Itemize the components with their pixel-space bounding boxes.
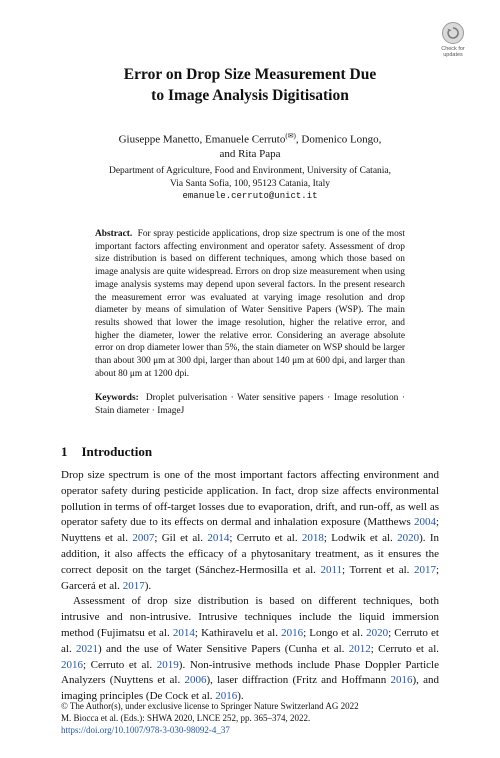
citation-year-link[interactable]: 2006: [184, 674, 207, 687]
citation-year-link[interactable]: 2017: [122, 579, 145, 592]
citation-year-link[interactable]: 2016: [390, 674, 413, 687]
intro-paragraph-2: [61, 594, 439, 705]
citation-year-link[interactable]: 2020: [366, 626, 389, 639]
citation-year-link[interactable]: 2014: [172, 626, 195, 639]
author-email[interactable]: emanuele.cerruto@unict.it: [182, 191, 318, 201]
citation-year-link[interactable]: 2020: [397, 532, 420, 545]
paragraph-text: ) and the use of Water Sensitive Papers (Cunha et al.: [98, 642, 349, 655]
section-heading-introduction: 1 Introduction: [61, 444, 153, 459]
keywords: [95, 392, 405, 417]
abstract: [95, 228, 405, 380]
citation-year-link[interactable]: 2014: [207, 532, 230, 545]
citation-year-link[interactable]: 2016: [281, 626, 304, 639]
citation-year-link[interactable]: 2016: [215, 690, 238, 703]
paragraph-text: Drop size spectrum is one of the most important factors affecting environment and operator safety during pesticide application. In fact, drop size affects environmental pollution in terms of off-target losses due to evaporation, drift, and run-off, as well as operator safety due to its effects on dermal and inhalation exposure (Matthews: [61, 469, 439, 529]
citation-year-link[interactable]: 2018: [301, 532, 324, 545]
introduction-body: [61, 468, 439, 705]
citation-year-link[interactable]: 2017: [413, 563, 436, 576]
doi-link[interactable]: https://doi.org/10.1007/978-3-030-98092-4_37: [61, 725, 230, 735]
paragraph-text: ), laser diffraction (Fritz and Hoffmann: [206, 674, 391, 687]
check-updates-icon: [442, 22, 464, 44]
paragraph-text: ).: [237, 690, 244, 703]
paragraph-text: ; Nuyttens et al.: [61, 516, 439, 545]
citation-year-link[interactable]: 2007: [132, 532, 155, 545]
corresponding-author-mail-icon[interactable]: (✉): [285, 132, 296, 140]
copyright-footer: [61, 700, 439, 736]
affiliation: Department of Agriculture, Food and Environment, University of Catania, Via Santa Sofia, 100, 95123 Catania, Italy emanuele.cerruto@unict.it: [108, 166, 392, 201]
abstract-label: Abstract.: [95, 229, 133, 239]
paragraph-text: ). Non-intrusive methods include Phase Doppler Particle Analyzers (Nuyttens et al.: [61, 658, 439, 687]
copyright-line: © The Author(s), under exclusive license to Springer Nature Switzerland AG 2022: [61, 701, 359, 711]
paragraph-text: ; Cerruto et al.: [83, 658, 157, 671]
paragraph-text: Assessment of drop size distribution is based on different techniques, both intrusive and non-intrusive. Intrusive techniques include the liquid immersion method (Fujimatsu et al.: [61, 595, 439, 639]
paragraph-text: ; Gil et al.: [154, 532, 208, 545]
paragraph-text: ; Cerruto et al.: [370, 642, 439, 655]
paper-title: Error on Drop Size Measurement Due to Image Analysis Digitisation: [123, 66, 377, 104]
check-updates-label: Check for updates: [441, 46, 465, 58]
paragraph-text: ; Cerruto et al.: [61, 626, 439, 655]
citation-year-link[interactable]: 2019: [156, 658, 179, 671]
citation-year-link[interactable]: 2012: [348, 642, 371, 655]
keywords-text: Droplet pulverisation · Water sensitive papers · Image resolution · Stain diameter · ImageJ: [95, 393, 406, 416]
citation-year-link[interactable]: 2004: [413, 516, 436, 529]
author-list: Giuseppe Manetto, Emanuele Cerruto(✉), Domenico Longo, and Rita Papa: [118, 132, 382, 160]
keywords-label: Keywords:: [95, 393, 139, 403]
citation-line: M. Biocca et al. (Eds.): SHWA 2020, LNCE 252, pp. 365–374, 2022.: [61, 713, 311, 723]
paragraph-text: ; Lodwik et al.: [323, 532, 398, 545]
abstract-text: For spray pesticide applications, drop size spectrum is one of the most important factors affecting environment and operator safety. Assessment of drop size distribution is based on different techniques, among which those based on image analysis are quite widespread. Errors on drop size measurement when using image analysis systems may depend upon several factors. In the present research the measurement error was evaluated at varying image resolution and drop diameter by means of simulation of Water Sensitive Papers (WSP). The main results showed that lower the image resolution, higher the relative error, and higher the diameter, lower the relative error. Considering an average absolute error on drop diameter lower than 5%, the stain diameter on WSP should be larger than about 300 μm at 300 dpi, larger than about 140 μm at 600 dpi, and larger than about 80 μm at 1200 dpi.: [95, 229, 406, 379]
intro-paragraph-1: [61, 468, 439, 594]
paragraph-text: ), and imaging principles (De Cock et al.: [61, 674, 440, 703]
paragraph-text: ). In addition, it also affects the efficacy of a phytosanitary treatment, as it ensures the correct deposit on the target (Sánchez-Hermosilla et al.: [61, 532, 439, 576]
paragraph-text: ; Cerruto et al.: [229, 532, 302, 545]
paragraph-text: ).: [144, 579, 152, 592]
paragraph-text: ; Torrent et al.: [342, 563, 414, 576]
citation-year-link[interactable]: 2016: [61, 658, 83, 671]
citation-year-link[interactable]: 2011: [320, 563, 343, 576]
paragraph-text: ; Longo et al.: [303, 626, 367, 639]
citation-year-link[interactable]: 2021: [76, 642, 99, 655]
check-for-updates-badge[interactable]: [436, 22, 470, 62]
paragraph-text: ; Kathiravelu et al.: [194, 626, 282, 639]
paragraph-text: ; Garcerá et al.: [61, 563, 440, 592]
